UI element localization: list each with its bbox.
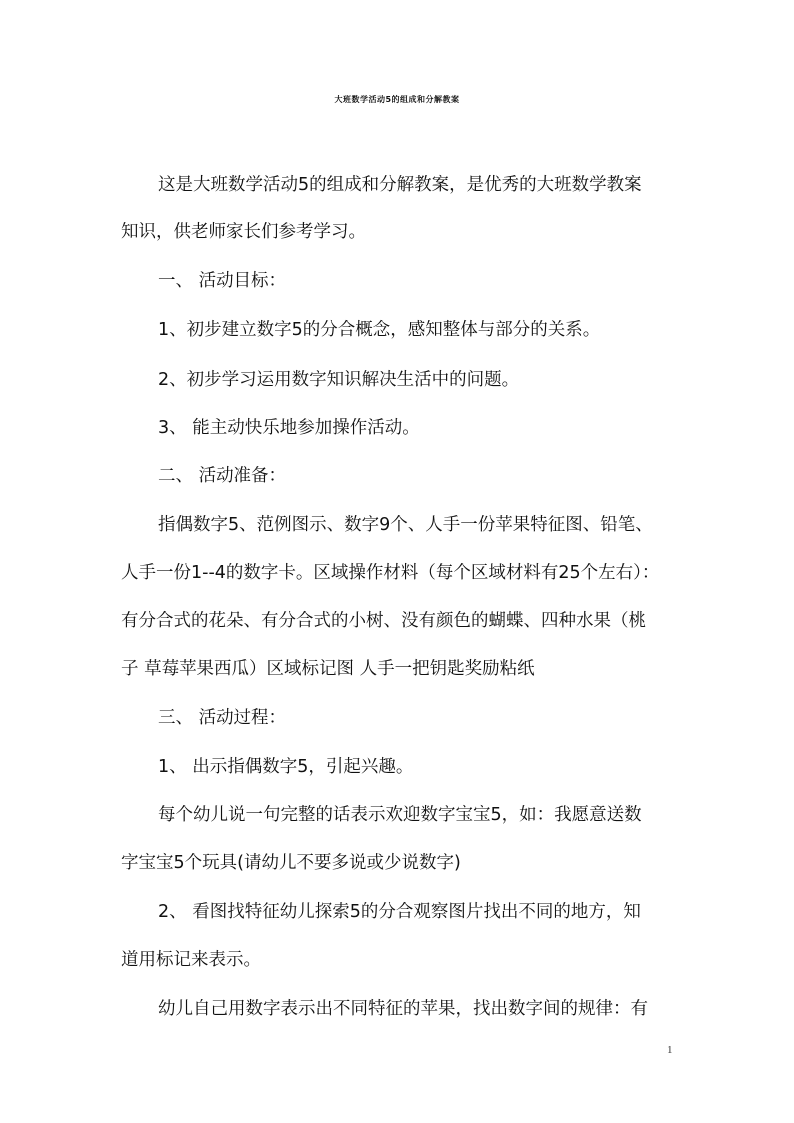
page-number: 1 bbox=[667, 1044, 673, 1056]
list-item: 3、 能主动快乐地参加操作活动。 bbox=[158, 418, 420, 438]
paragraph-line: 每个幼儿说一句完整的话表示欢迎数字宝宝5，如：我愿意送数 bbox=[158, 805, 642, 825]
section-heading: 一、 活动目标： bbox=[158, 271, 287, 291]
paragraph-line: 知识，供老师家长们参考学习。 bbox=[121, 222, 366, 242]
list-item: 2、 看图找特征幼儿探索5的分合观察图片找出不同的地方，知 bbox=[158, 902, 641, 922]
paragraph-line: 幼儿自己用数字表示出不同特征的苹果，找出数字间的规律：有 bbox=[158, 999, 648, 1019]
document-title: 大班数学活动5的组成和分解教案 bbox=[334, 95, 460, 104]
paragraph-line: 指偶数字5、范例图示、数字9个、人手一份苹果特征图、铅笔、 bbox=[158, 515, 653, 535]
section-heading: 二、 活动准备： bbox=[158, 466, 287, 486]
paragraph-line: 这是大班数学活动5的组成和分解教案，是优秀的大班数学教案 bbox=[158, 175, 642, 195]
paragraph-line: 字宝宝5个玩具(请幼儿不要多说或少说数字) bbox=[121, 853, 461, 873]
section-heading: 三、 活动过程： bbox=[158, 708, 287, 728]
list-item: 1、 出示指偶数字5，引起兴趣。 bbox=[158, 757, 414, 777]
paragraph-line: 有分合式的花朵、有分合式的小树、没有颜色的蝴蝶、四种水果（桃 bbox=[121, 611, 646, 631]
list-item: 2、初步学习运用数字知识解决生活中的问题。 bbox=[158, 370, 520, 390]
list-item: 1、初步建立数字5的分合概念，感知整体与部分的关系。 bbox=[158, 320, 601, 340]
paragraph-line: 人手一份1--4的数字卡。区域操作材料（每个区域材料有25个左右）： bbox=[121, 563, 660, 583]
paragraph-line: 道用标记来表示。 bbox=[121, 950, 261, 970]
paragraph-line: 子 草莓苹果西瓜）区域标记图 人手一把钥匙奖励粘纸 bbox=[121, 659, 535, 679]
